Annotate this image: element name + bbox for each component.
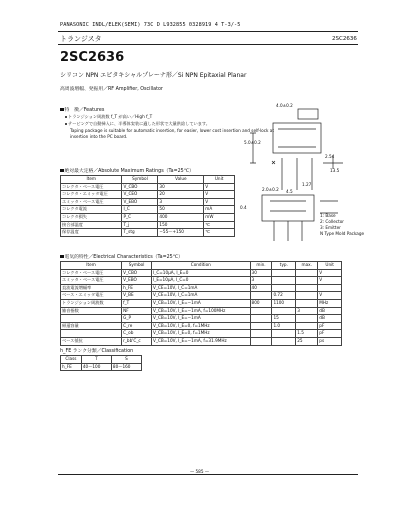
dim-label: 13.5	[330, 168, 340, 173]
abs-max-heading: 絶対最大定格／Absolute Maximum Ratings（Ta=25℃）	[60, 167, 194, 174]
column-header: Value	[158, 176, 204, 184]
table-row: 保存温度 T_stg −55～+150 ℃	[61, 229, 235, 237]
abs-max-table	[60, 175, 235, 237]
pin-label: 1: Base	[320, 213, 336, 218]
table-row: トランジション周波数 f_T V_CB=10V, I_E=−1mA 800 1100 MHz	[61, 299, 342, 307]
column-header: Item	[61, 176, 122, 184]
column-header: Symbol	[122, 176, 158, 184]
footer-rule	[58, 474, 358, 475]
table-header-row	[61, 356, 142, 364]
table-row: コレクタ電流 I_C 50 mA	[61, 206, 235, 214]
bullet-icon	[65, 123, 67, 125]
application: 高周波増幅、発振用／RF Amplifier, Oscillator	[60, 87, 163, 92]
section-marker-icon	[60, 169, 64, 173]
dim-label: 1.27	[302, 182, 312, 187]
category-label: トランジスタ	[60, 35, 102, 43]
pin-label: N Type Mold Package	[320, 231, 365, 236]
bullet-icon	[65, 116, 67, 118]
hfe-class-table	[60, 355, 142, 371]
header-rule-top	[58, 31, 358, 32]
subtitle: シリコン NPN エピタキシャルプレーナ形／Si NPN Epitaxial Planar	[60, 72, 247, 79]
table-row: 帰還容量 C_re V_CB=10V, I_E=0, f=1MHz 1.0 pF	[61, 322, 342, 330]
table-row: h_FE 40～100 80～160	[61, 363, 142, 371]
table-row: コレクタ・ベース電圧 V_CBO 30 V	[61, 183, 235, 191]
table-row: C_ob V_CB=10V, I_E=0, f=1MHz 1.5 pF	[61, 330, 342, 338]
dim-label: 5.0±0.2	[244, 140, 261, 145]
table-row: ベース・エミッタ電圧 V_BE V_CE=10V, I_C=1mA 0.72 V	[61, 292, 342, 300]
feature-item: テーピングで自動挿入に、半導体実装に適した形状で大量供給しています。	[63, 121, 210, 127]
elec-heading: 電気的特性／Electrical Characteristics（Ta=25℃）	[60, 253, 183, 260]
column-header: Unit	[318, 262, 342, 270]
column-header: S	[111, 356, 141, 364]
elec-char-table	[60, 261, 342, 346]
column-header: Condition	[152, 262, 251, 270]
header-top-line: PANASONIC INDL/ELEK(SEMI) 73C D L932855 0328919 4 T-3/-5	[60, 22, 241, 28]
table-row: 直流電流増幅率 h_FE V_CE=10V, I_C=1mA 40	[61, 284, 342, 292]
dim-label: 4.0±0.2	[276, 103, 293, 108]
dim-label: 0.4	[240, 205, 247, 210]
dim-label: 2.0±0.2	[262, 187, 279, 192]
hfe-class-heading: h_FE ランク分類／Classification	[60, 349, 134, 354]
section-marker-icon	[60, 255, 64, 259]
column-header: T	[81, 356, 111, 364]
pin-label: 2: Collector	[320, 219, 345, 224]
feature-item: トランジション周波数 f_T が高い／High f_T	[63, 114, 152, 120]
feature-item: Taping package is suitable for automatic insertion, for easier, lower cost insertion and self-lock at insertion into the PC board.	[70, 128, 274, 139]
table-row: エミッタ・ベース電圧 V_EBO I_E=10μA, I_C=0 3 V	[61, 277, 342, 285]
column-header: Item	[61, 262, 122, 270]
column-header: Symbol	[122, 262, 152, 270]
table-row: 接合部温度 T_j 150 ℃	[61, 221, 235, 229]
column-header: max.	[296, 262, 318, 270]
dim-label: 4.5	[286, 189, 293, 194]
column-header: min.	[250, 262, 272, 270]
table-row: コレクタ損失 P_C 400 mW	[61, 213, 235, 221]
table-row: 雑音指数 NF V_CB=10V, I_E=−1mA, f=100MHz 3 dB	[61, 307, 342, 315]
header-rule-bottom	[58, 44, 358, 45]
table-header-row	[61, 262, 342, 270]
table-row: コレクタ・エミッタ電圧 V_CEO 20 V	[61, 191, 235, 199]
column-header: typ.	[272, 262, 296, 270]
part-number-right: 2SC2636	[332, 36, 357, 42]
table-row: エミッタ・ベース電圧 V_EBO 3 V	[61, 198, 235, 206]
pin-label: 3: Emitter	[320, 225, 341, 230]
table-header-row	[61, 176, 235, 184]
column-header: Unit	[204, 176, 235, 184]
dim-label: 2.54	[325, 154, 335, 159]
section-marker-icon	[60, 108, 64, 112]
column-header: Class	[61, 356, 82, 364]
table-row: コレクタ・ベース電圧 V_CBO I_C=10μA, I_E=0 30 V	[61, 269, 342, 277]
features-heading: 特 徴／Features	[60, 106, 104, 113]
table-row: ベース抵抗 r_bb'C_c V_CB=10V, I_E=−1mA, f=31.9MHz 25 ps	[61, 337, 342, 345]
part-title: 2SC2636	[60, 50, 125, 65]
table-row: G_P V_CB=10V, I_E=−1mA 15 dB	[61, 315, 342, 323]
page-number: — 585 —	[190, 469, 210, 474]
